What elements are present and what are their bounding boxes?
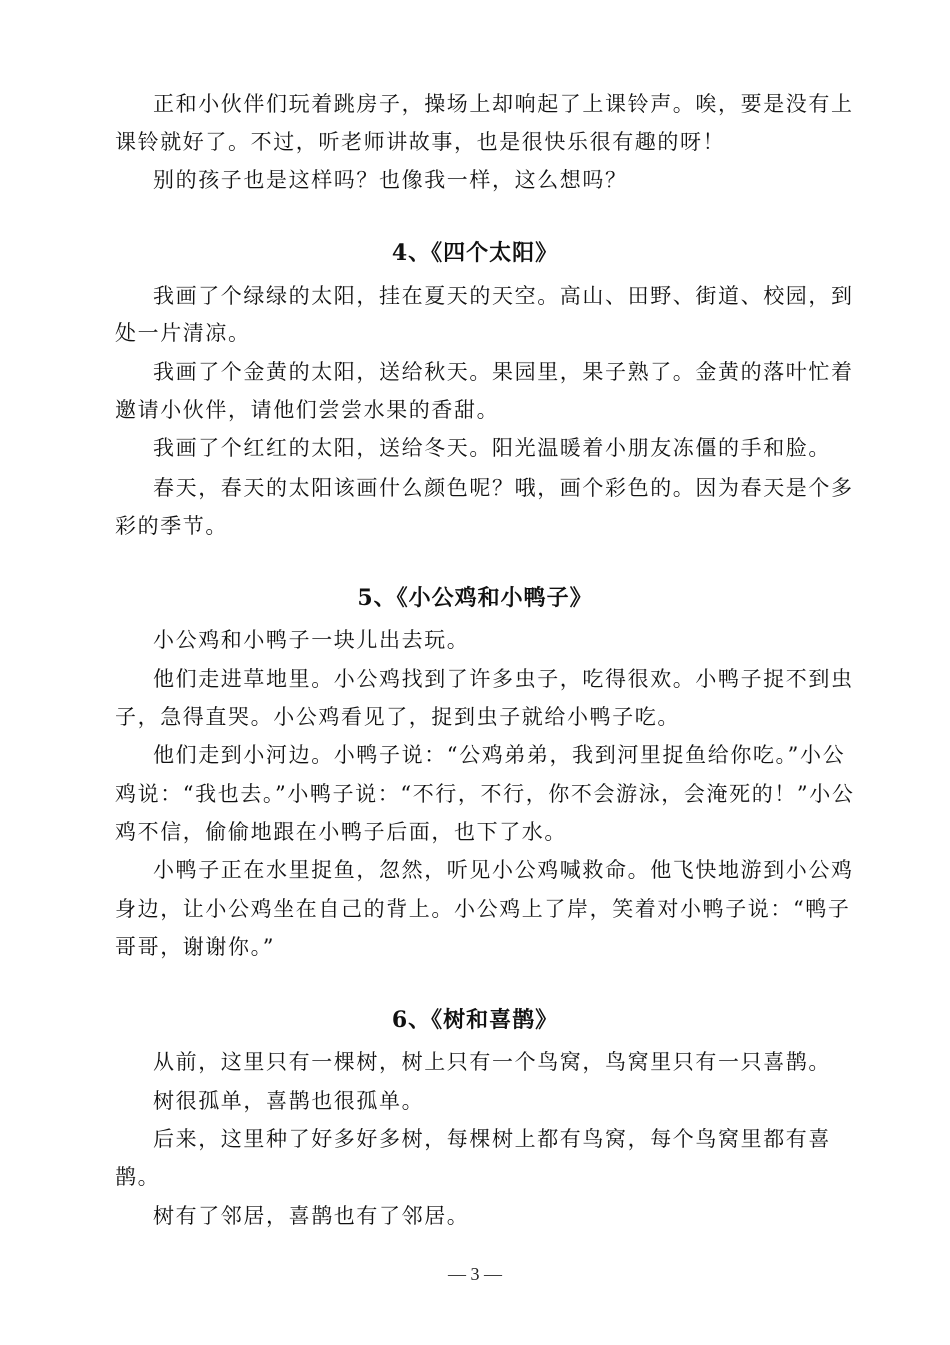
paragraph-line: 彩的季节。: [115, 514, 228, 538]
paragraph-line: 他们走进草地里。小公鸡找到了许多虫子，吃得很欢。小鸭子捉不到虫: [153, 667, 854, 691]
paragraph-line: 别的孩子也是这样吗？也像我一样，这么想吗？: [153, 168, 628, 192]
paragraph-line: 邀请小伙伴，请他们尝尝水果的香甜。: [115, 398, 500, 422]
paragraph-line: 我画了个红红的太阳，送给冬天。阳光温暖着小朋友冻僵的手和脸。: [153, 436, 831, 460]
paragraph-line: 身边，让小公鸡坐在自己的背上。小公鸡上了岸，笑着对小鸭子说：“鸭子: [115, 897, 851, 921]
paragraph-line: 从前，这里只有一棵树，树上只有一个鸟窝，鸟窝里只有一只喜鹊。: [153, 1050, 831, 1074]
paragraph-line: 小公鸡和小鸭子一块儿出去玩。: [153, 628, 470, 652]
paragraph-line: 鸡不信，偷偷地跟在小鸭子后面，也下了水。: [115, 820, 567, 844]
paragraph-line: 他们走到小河边。小鸭子说：“公鸡弟弟，我到河里捉鱼给你吃。”小公: [153, 743, 846, 767]
paragraph-line: 正和小伙伴们玩着跳房子，操场上却响起了上课铃声。唉，要是没有上: [153, 92, 854, 116]
paragraph-line: 课铃就好了。不过，听老师讲故事，也是很快乐很有趣的呀！: [115, 130, 726, 154]
paragraph-line: 小鸭子正在水里捉鱼，忽然，听见小公鸡喊救命。他飞快地游到小公鸡: [153, 858, 854, 882]
section-title: 5、《小公鸡和小鸭子》: [357, 585, 593, 611]
page-number: — 3 —: [448, 1264, 502, 1284]
paragraph-line: 处一片清凉。: [115, 321, 251, 345]
paragraph-line: 我画了个绿绿的太阳，挂在夏天的天空。高山、田野、街道、校园，到: [153, 284, 854, 308]
section-title: 4、《四个太阳》: [391, 240, 559, 266]
paragraph-line: 我画了个金黄的太阳，送给秋天。果园里，果子熟了。金黄的落叶忙着: [153, 360, 854, 384]
paragraph-line: 后来，这里种了好多好多树，每棵树上都有鸟窝，每个鸟窝里都有喜: [153, 1127, 831, 1151]
paragraph-line: 哥哥，谢谢你。”: [115, 935, 276, 959]
paragraph-line: 鹊。: [115, 1165, 161, 1189]
paragraph-line: 树有了邻居，喜鹊也有了邻居。: [153, 1204, 470, 1228]
paragraph-line: 子，急得直哭。小公鸡看见了，捉到虫子就给小鸭子吃。: [115, 705, 680, 729]
section-title: 6、《树和喜鹊》: [391, 1007, 559, 1033]
paragraph-line: 树很孤单，喜鹊也很孤单。: [153, 1089, 425, 1113]
paragraph-line: 鸡说：“我也去。”小鸭子说：“不行，不行，你不会游泳，会淹死的！”小公: [115, 782, 855, 806]
paragraph-line: 春天，春天的太阳该画什么颜色呢？哦，画个彩色的。因为春天是个多: [153, 476, 854, 500]
